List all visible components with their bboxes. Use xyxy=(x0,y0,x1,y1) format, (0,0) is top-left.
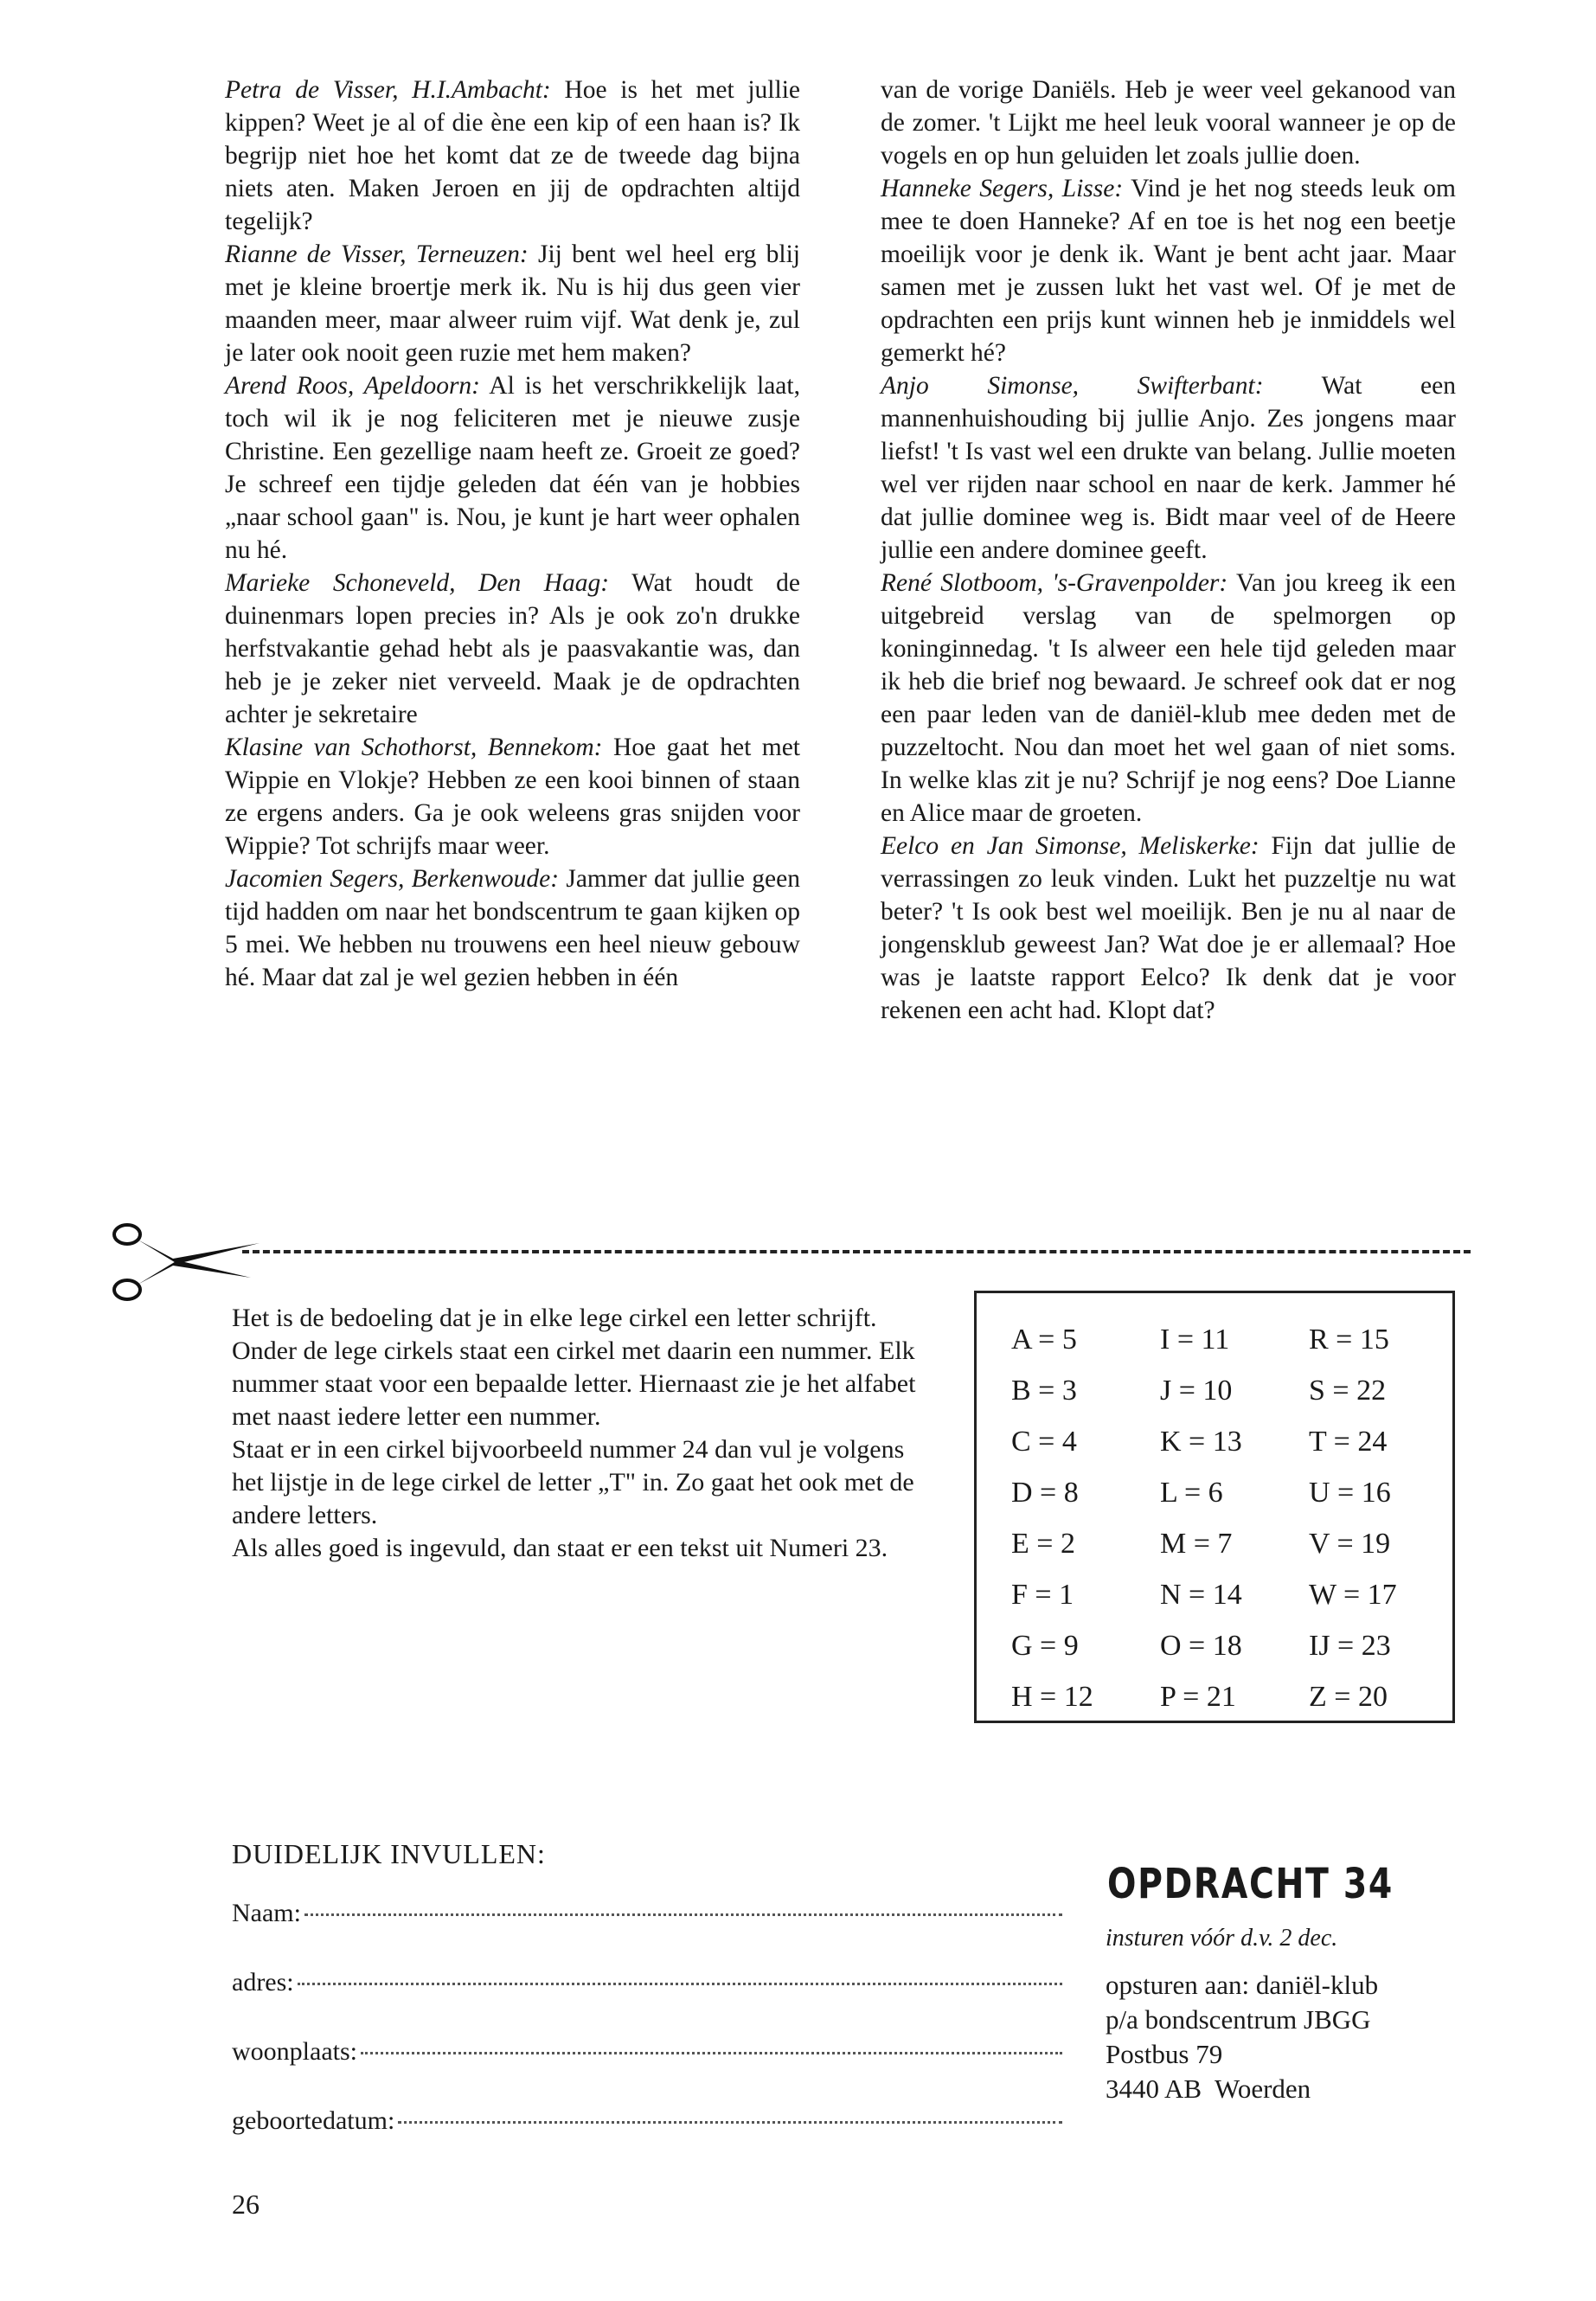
cut-line xyxy=(242,1250,1471,1253)
alphabet-entry: V = 19 xyxy=(1309,1528,1391,1560)
form-title: DUIDELIJK INVULLEN: xyxy=(232,1838,546,1869)
city-label: woonplaats: xyxy=(232,2037,357,2066)
address-field[interactable] xyxy=(232,1968,1062,1997)
city-field[interactable] xyxy=(232,2037,1062,2067)
address-line: Postbus 79 xyxy=(1106,2039,1223,2069)
alphabet-entry: T = 24 xyxy=(1309,1426,1388,1458)
alphabet-entry: I = 11 xyxy=(1160,1324,1230,1356)
alphabet-entry: B = 3 xyxy=(1011,1375,1077,1407)
address-label: adres: xyxy=(232,1968,294,1997)
address-line: opsturen aan: daniël-klub xyxy=(1106,1970,1379,2000)
alphabet-entry: A = 5 xyxy=(1011,1324,1077,1356)
alphabet-entry: C = 4 xyxy=(1011,1426,1077,1458)
alphabet-entry: IJ = 23 xyxy=(1309,1630,1391,1662)
birthdate-label: geboortedatum: xyxy=(232,2106,395,2135)
alphabet-table xyxy=(974,1291,1455,1723)
birthdate-dotted-line[interactable] xyxy=(398,2121,1062,2124)
alphabet-entry: S = 22 xyxy=(1309,1375,1387,1407)
letter-paragraph: Klasine van Schothorst, Bennekom: Hoe gaat het met Wippie en Vlokje? Hebben ze een kooi binnen of staan ze ergens anders. Ga je ook weleens gras snijden voor Wippie? Tot schrijfs maar weer. xyxy=(225,734,800,860)
letters-column-left xyxy=(225,74,800,994)
city-dotted-line[interactable] xyxy=(361,2052,1062,2054)
address-dotted-line[interactable] xyxy=(298,1983,1062,1985)
letter-paragraph: Eelco en Jan Simonse, Meliskerke: Fijn dat jullie de verrassingen zo leuk vinden. Lukt het puzzeltje nu wat beter? 't Is ook best wel moeilijk. Ben je nu al naar de jongensklub geweest Jan? Wat doe je er allemaal? Hoe was je laatste rapport Eelco? Ik denk dat je voor rekenen een acht had. Klopt dat? xyxy=(881,832,1456,1024)
deadline-text: insturen vóór d.v. 2 dec. xyxy=(1106,1925,1338,1952)
letter-paragraph: Marieke Schoneveld, Den Haag: Wat houdt de duinenmars lopen precies in? Als je ook zo'n drukke herfstvakantie gehad hebt als je paasvakantie was, dan heb je je zeker niet verveeld. Maak je de opdrachten achter je sekretaire xyxy=(225,569,800,728)
address-line: p/a bondscentrum JBGG xyxy=(1106,2004,1371,2035)
alphabet-entry: J = 10 xyxy=(1160,1375,1233,1407)
alphabet-entry: G = 9 xyxy=(1011,1630,1079,1662)
page-number: 26 xyxy=(232,2189,260,2220)
letter-paragraph: van de vorige Daniëls. Heb je weer veel gekanood van de zomer. 't Lijkt me heel leuk vooral wanneer je op de vogels en op hun geluiden let zoals jullie doen. xyxy=(881,76,1456,170)
letter-paragraph: René Slotboom, 's-Gravenpolder: Van jou kreeg ik een uitgebreid verslag van de spelmorgen op koninginnedag. 't Is alweer een hele tijd geleden maar ik heb die brief nog bewaard. Je schreef ook dat er nog een paar leden van de daniël-klub mee deden met de puzzeltocht. Nou dan moet het wel gaan of niet soms. In welke klas zit je nu? Schrijf je nog eens? Doe Lianne en Alice maar de groeten. xyxy=(881,569,1456,827)
alphabet-entry: R = 15 xyxy=(1309,1324,1389,1356)
alphabet-entry: M = 7 xyxy=(1160,1528,1233,1560)
opdracht-title: OPDRACHT 34 xyxy=(1107,1860,1394,1908)
letter-paragraph: Petra de Visser, H.I.Ambacht: Hoe is het met jullie kippen? Weet je al of die ène een kip of een haan is? Ik begrijp niet hoe het komt dat ze de tweede dag bijna niets aten. Maken Jeroen en jij de opdrachten altijd tegelijk? xyxy=(225,76,800,235)
alphabet-entry: P = 21 xyxy=(1160,1681,1236,1713)
alphabet-entry: H = 12 xyxy=(1011,1681,1093,1713)
name-field[interactable] xyxy=(232,1899,1062,1928)
letters-column-right xyxy=(881,74,1456,1027)
address-line: 3440 AB Woerden xyxy=(1106,2073,1311,2104)
mailing-address xyxy=(1106,1968,1378,2106)
scissors-icon xyxy=(108,1215,272,1311)
puzzle-instructions: Het is de bedoeling dat je in elke lege cirkel een letter schrijft. Onder de lege cirkels staat een cirkel met daarin een nummer. Elk nummer staat voor een bepaalde letter. Hiernaast zie je het alfabet met naast iedere letter een nummer. Staat er in een cirkel bijvoorbeeld nummer 24 dan vul je volgens het lijstje in de lege cirkel de letter „T" in. Zo gaat het ook met de andere letters. Als alles goed is ingevuld, dan staat er een tekst uit Numeri 23. xyxy=(232,1304,916,1562)
letter-paragraph: Rianne de Visser, Terneuzen: Jij bent wel heel erg blij met je kleine broertje merk ik. Nu is hij dus geen vier maanden meer, maar alweer ruim vijf. Wat denk je, zul je later ook nooit geen ruzie met hem maken? xyxy=(225,240,800,367)
alphabet-entry: L = 6 xyxy=(1160,1477,1223,1509)
birthdate-field[interactable] xyxy=(232,2106,1062,2136)
alphabet-entry: U = 16 xyxy=(1309,1477,1391,1509)
alphabet-entry: O = 18 xyxy=(1160,1630,1242,1662)
alphabet-entry: N = 14 xyxy=(1160,1579,1242,1611)
letter-paragraph: Hanneke Segers, Lisse: Vind je het nog steeds leuk om mee te doen Hanneke? Af en toe is het nog een beetje moeilijk voor je denk ik. Want je bent acht jaar. Maar samen met je zussen lukt het vast wel. Of je met de opdrachten een prijs kunt winnen heb je inmiddels wel gemerkt hé? xyxy=(881,175,1456,367)
alphabet-entry: W = 17 xyxy=(1309,1579,1397,1611)
letter-paragraph: Anjo Simonse, Swifterbant: Wat een mannenhuishouding bij jullie Anjo. Zes jongens maar liefst! 't Is vast wel een drukte van belang. Jullie moeten wel ver rijden naar school en naar de kerk. Jammer hé dat jullie dominee weg is. Bidt maar veel of de Heere jullie een andere dominee geeft. xyxy=(881,372,1456,564)
alphabet-entry: K = 13 xyxy=(1160,1426,1242,1458)
name-label: Naam: xyxy=(232,1899,301,1927)
letter-paragraph: Jacomien Segers, Berkenwoude: Jammer dat jullie geen tijd hadden om naar het bondscentrum te gaan kijken op 5 mei. We hebben nu trouwens een heel nieuw gebouw hé. Maar dat zal je wel gezien hebben in één xyxy=(225,865,800,991)
letter-paragraph: Arend Roos, Apeldoorn: Al is het verschrikkelijk laat, toch wil ik je nog feliciteren met je nieuwe zusje Christine. Een gezellige naam heeft ze. Groeit ze goed? Je schreef een tijdje geleden dat één van je hobbies „naar school gaan" is. Nou, je kunt je hart weer ophalen nu hé. xyxy=(225,372,800,564)
alphabet-entry: F = 1 xyxy=(1011,1579,1074,1611)
name-dotted-line[interactable] xyxy=(304,1913,1062,1916)
alphabet-entry: E = 2 xyxy=(1011,1528,1075,1560)
alphabet-entry: D = 8 xyxy=(1011,1477,1079,1509)
alphabet-entry: Z = 20 xyxy=(1309,1681,1388,1713)
